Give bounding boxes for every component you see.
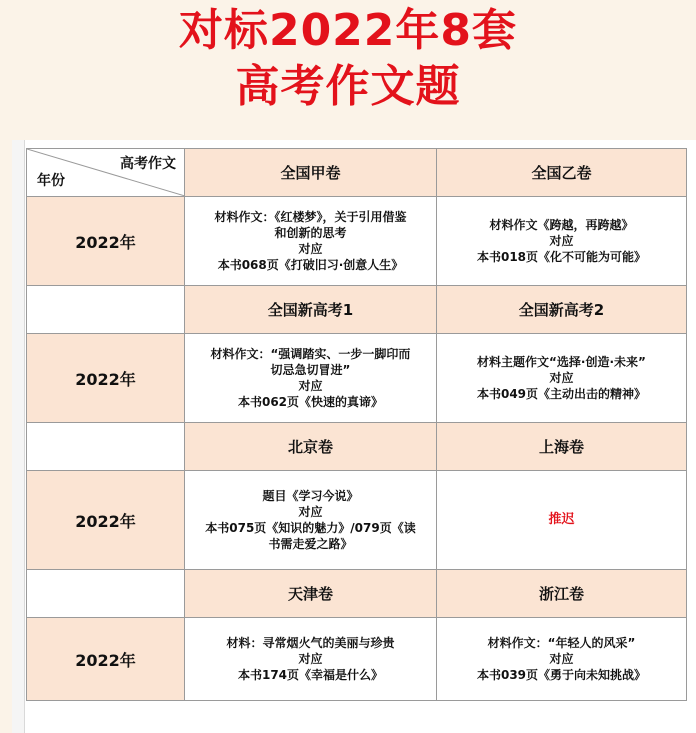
essay-table	[26, 148, 687, 701]
essay-cell	[437, 334, 687, 423]
row-header-strip	[12, 140, 25, 733]
cell-line: 对应	[298, 505, 323, 519]
header-row	[27, 423, 687, 471]
cell-line: 对应	[549, 234, 574, 248]
table-row	[27, 618, 687, 701]
header-row	[27, 149, 687, 197]
cell-line: 材料作文：《红楼梦》，关于引用借鉴	[214, 210, 407, 224]
cell-line: 本书049页《主动出击的精神》	[476, 387, 647, 401]
cell-line: 本书039页《勇于向未知挑战》	[476, 668, 647, 682]
cell-line: 材料作文《跨越，再跨越》	[489, 218, 634, 232]
essay-cell	[185, 334, 437, 423]
year-cell-selected[interactable]: 2022年	[27, 471, 185, 570]
table-row	[27, 334, 687, 423]
table-row	[27, 197, 687, 286]
cell-line: 本书174页《幸福是什么》	[237, 668, 384, 682]
header-cell: 全国新高考2	[437, 286, 687, 334]
cell-line: 本书018页《化不可能为可能》	[476, 250, 647, 264]
header-cell: 全国甲卷	[185, 149, 437, 197]
cell-line: 书需走爱之路》	[268, 537, 353, 551]
year-cell: 2022年	[27, 197, 185, 286]
table-row	[27, 471, 687, 570]
essay-cell	[437, 197, 687, 286]
header-cell: 浙江卷	[437, 570, 687, 618]
cell-line: 本书068页《打破旧习·创意人生》	[217, 258, 404, 272]
header-row	[27, 570, 687, 618]
header-cell: 上海卷	[437, 423, 687, 471]
blank-cell	[27, 423, 185, 471]
corner-label-bottom: 年份	[37, 173, 65, 189]
essay-cell	[185, 471, 437, 570]
header-cell: 全国乙卷	[437, 149, 687, 197]
cell-line: 推迟	[548, 512, 575, 527]
cell-line: 对应	[298, 652, 323, 666]
blank-cell	[27, 570, 185, 618]
cell-line: 对应	[549, 652, 574, 666]
essay-cell	[437, 618, 687, 701]
spreadsheet	[12, 140, 696, 733]
year-cell: 2022年	[27, 618, 185, 701]
cell-line: 切忌急切冒进”	[270, 363, 351, 377]
page-title-line-2: 高考作文题	[235, 61, 461, 112]
title-block	[0, 0, 696, 140]
cell-line: 对应	[298, 379, 323, 393]
blank-cell	[27, 286, 185, 334]
essay-cell-postponed	[437, 471, 687, 570]
cell-line: 本书062页《快速的真谛》	[237, 395, 384, 409]
corner-cell	[27, 149, 185, 197]
corner-label-top: 高考作文	[120, 156, 176, 172]
cell-line: 材料作文：“年轻人的风采”	[487, 636, 636, 650]
year-cell: 2022年	[27, 334, 185, 423]
header-cell: 全国新高考1	[185, 286, 437, 334]
header-row	[27, 286, 687, 334]
cell-line: 和创新的思考	[274, 226, 347, 240]
essay-cell	[185, 197, 437, 286]
cell-line: 材料：寻常烟火气的美丽与珍贵	[226, 636, 395, 650]
cell-line: 对应	[549, 371, 574, 385]
header-cell: 北京卷	[185, 423, 437, 471]
page-title-line-1: 对标2022年8套	[178, 5, 518, 56]
cell-line: 本书075页《知识的魅力》/079页《读	[205, 521, 416, 535]
cell-line: 题目《学习今说》	[262, 489, 359, 503]
cell-line: 材料主题作文“选择·创造·未来”	[477, 355, 646, 369]
header-cell: 天津卷	[185, 570, 437, 618]
essay-cell	[185, 618, 437, 701]
cell-line: 材料作文：“强调踏实、一步一脚印而	[210, 347, 411, 361]
cell-line: 对应	[298, 242, 323, 256]
